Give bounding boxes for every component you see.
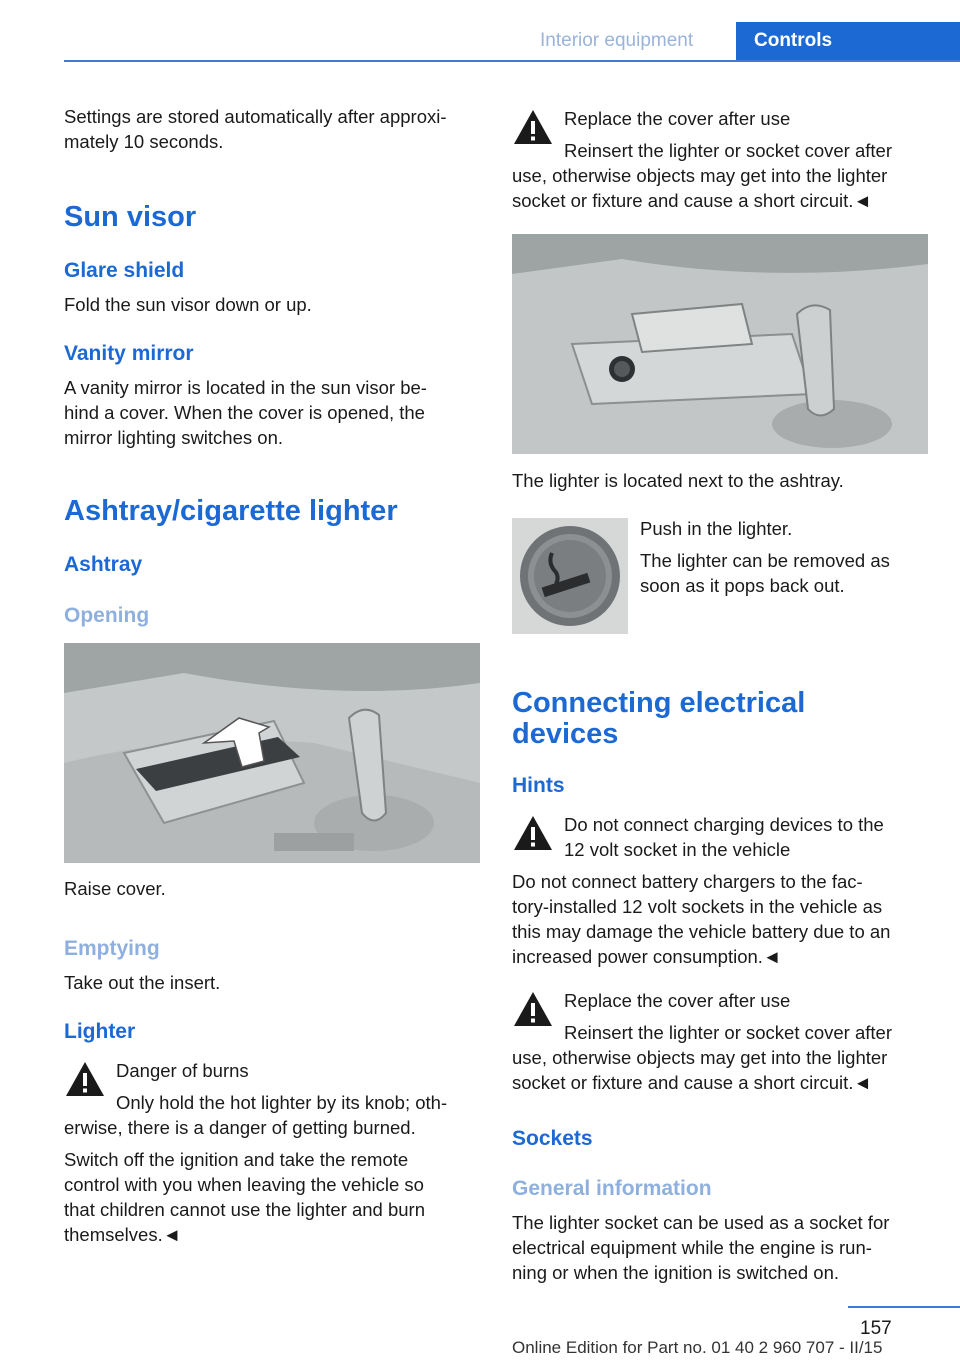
burn-warning-text: Only hold the hot lighter by its knob; oth- erwise, there is a danger of getting burned. <box>64 1092 448 1138</box>
charging-warning-text: Do not connect battery chargers to the fac- tory-installed 12 volt sockets in the vehicle as this may damage the vehicle battery due to an increased power consumption.◄ <box>512 871 891 967</box>
general-information-text: The lighter socket can be used as a socket for electrical equipment while the engine is run- ning or when the ignition is switched on. <box>512 1212 890 1283</box>
cover-warning-heading: Replace the cover after use <box>564 108 791 129</box>
cover-warning-heading-2: Replace the cover after use <box>564 990 791 1011</box>
page-number: 157 <box>860 1318 892 1339</box>
cover-warning-text-2: Reinsert the lighter or socket cover after use, otherwise objects may get into the lighter socket or fixture and cause a short circuit.◄ <box>512 1022 893 1093</box>
edition-footer: Online Edition for Part no. 01 40 2 960 707 - II/15 <box>512 1338 883 1357</box>
lighter-heading: Lighter <box>64 1020 136 1043</box>
cover-warning-text: Reinsert the lighter or socket cover after use, otherwise objects may get into the lighter socket or fixture and cause a short circuit.◄ <box>512 140 893 211</box>
header-rule <box>64 60 960 62</box>
emptying-heading: Emptying <box>64 937 160 960</box>
glare-shield-text: Fold the sun visor down or up. <box>64 294 312 315</box>
vanity-mirror-text: A vanity mirror is located in the sun visor be- hind a cover. When the cover is opened, the mirror lighting switches on. <box>64 377 427 448</box>
push-lighter-heading: Push in the lighter. <box>640 518 793 539</box>
ashtray-opening-photo <box>64 643 480 863</box>
intro-text: Settings are stored automatically after approxi- mately 10 seconds. <box>64 106 447 152</box>
lighter-location-text: The lighter is located next to the ashtray. <box>512 470 844 491</box>
vanity-mirror-heading: Vanity mirror <box>64 342 194 365</box>
ashtray-lighter-heading: Ashtray/cigarette lighter <box>64 495 398 527</box>
burn-warning-heading: Danger of burns <box>116 1060 249 1081</box>
hints-heading: Hints <box>512 774 565 797</box>
ashtray-heading: Ashtray <box>64 553 143 576</box>
general-information-heading: General information <box>512 1177 712 1200</box>
lighter-knob-photo <box>512 518 628 634</box>
sockets-heading: Sockets <box>512 1127 593 1150</box>
charging-warning-heading: Do not connect charging devices to the 12 volt socket in the vehicle <box>564 814 884 860</box>
warning-icon <box>512 814 554 852</box>
header-section-title: Interior equipment <box>540 30 694 51</box>
glare-shield-heading: Glare shield <box>64 259 185 282</box>
connecting-devices-heading: Connecting electrical devices <box>512 687 806 750</box>
lighter-location-photo <box>512 234 928 454</box>
opening-heading: Opening <box>64 604 150 627</box>
header-chapter-tab[interactable]: Controls <box>736 22 960 62</box>
switch-off-text: Switch off the ignition and take the remote control with you when leaving the vehicle so that children cannot use the lighter and burn themselves.◄ <box>64 1149 425 1245</box>
emptying-text: Take out the insert. <box>64 972 221 993</box>
raise-cover-text: Raise cover. <box>64 878 166 899</box>
push-lighter-text: The lighter can be removed as soon as it pops back out. <box>640 550 890 596</box>
footer-rule <box>848 1306 960 1308</box>
sun-visor-heading: Sun visor <box>64 201 197 233</box>
